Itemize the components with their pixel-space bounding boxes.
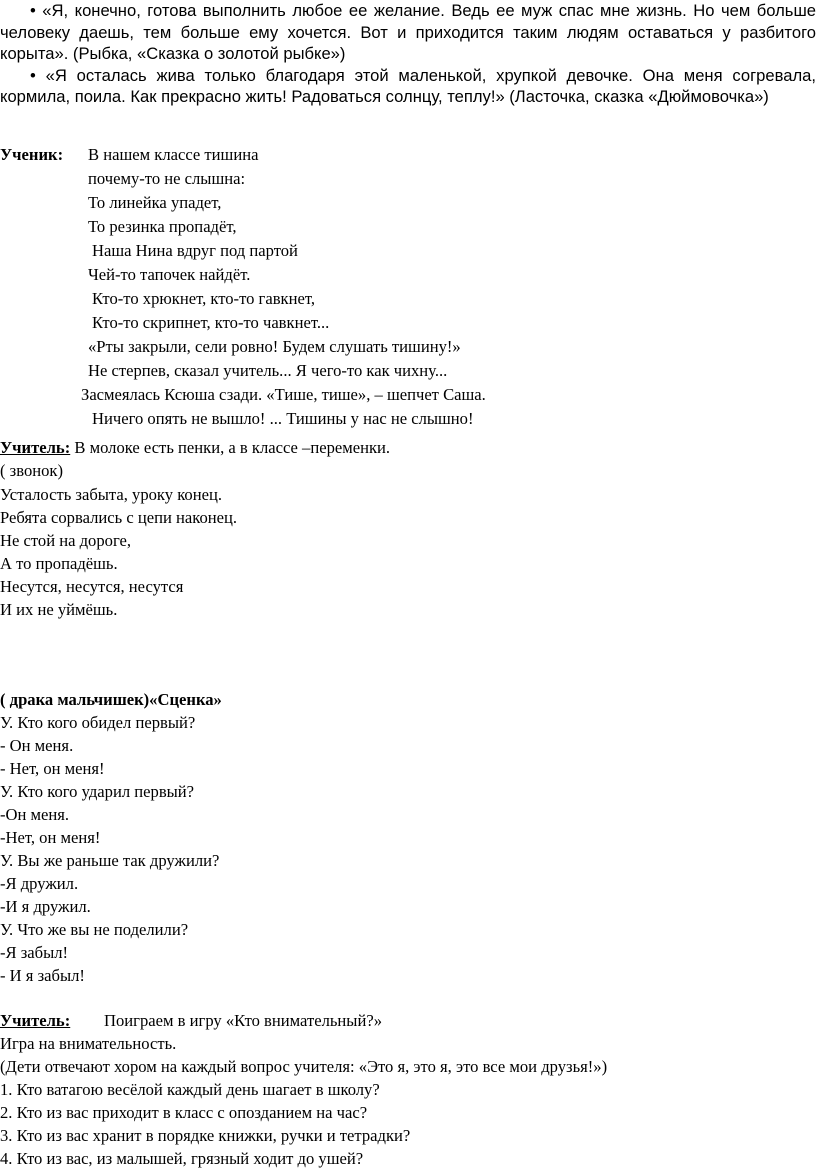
text-line: Ребята сорвались с цепи наконец. bbox=[0, 508, 238, 527]
poem-line: Чей-то тапочек найдёт. bbox=[88, 265, 251, 284]
text-line: Несутся, несутся, несутся bbox=[0, 577, 184, 596]
poem-line: Кто-то скрипнет, кто-то чавкнет... bbox=[92, 313, 330, 332]
dialogue-line: -Он меня. bbox=[0, 805, 70, 824]
poem-line: почему-то не слышна: bbox=[88, 169, 246, 188]
dialogue-line: -Я забыл! bbox=[0, 943, 69, 962]
game-intro-line: Поиграем в игру «Кто внимательный?» bbox=[104, 1011, 383, 1030]
dialogue-line: -И я дружил. bbox=[0, 897, 91, 916]
poem-line: То резинка пропадёт, bbox=[88, 217, 237, 236]
text-line: И их не уймёшь. bbox=[0, 600, 118, 619]
poem-line: Засмеялась Ксюша сзади. «Тише, тише», – шепчет Саша. bbox=[81, 385, 486, 404]
question-line: 2. Кто из вас приходит в класс с опозданием на час? bbox=[0, 1103, 368, 1122]
text-line: Не стой на дороге, bbox=[0, 531, 132, 550]
teacher-first-line: В молоке есть пенки, а в классе –переменки. bbox=[70, 438, 391, 457]
question-line: 4. Кто из вас, из малышей, грязный ходит до ушей? bbox=[0, 1149, 364, 1168]
dialogue-line: -Я дружил. bbox=[0, 874, 79, 893]
dialogue-line: - И я забыл! bbox=[0, 966, 85, 985]
poem-line: Не стерпев, сказал учитель... Я чего-то как чихну... bbox=[88, 361, 448, 380]
text-line: Усталость забыта, уроку конец. bbox=[0, 485, 222, 504]
dialogue-line: У. Вы же раньше так дружили? bbox=[0, 851, 220, 870]
pupil-label: Ученик: bbox=[0, 145, 64, 164]
teacher-label: Учитель: bbox=[0, 438, 71, 457]
text-line: Игра на внимательность. bbox=[0, 1034, 177, 1053]
poem-line: В нашем классе тишина bbox=[88, 145, 259, 164]
text-line: ( звонок) bbox=[0, 461, 64, 480]
dialogue-line: У. Кто кого ударил первый? bbox=[0, 782, 195, 801]
text-line: (Дети отвечают хором на каждый вопрос учителя: «Это я, это я, это все мои друзья!») bbox=[0, 1057, 608, 1076]
dialogue-line: У. Кто кого обидел первый? bbox=[0, 713, 196, 732]
quote-paragraph-swallow: • «Я осталась жива только благодаря этой маленькой, хрупкой девочке. Она меня согревала, кормила, поила. Как прекрасно жить! Радоваться солнцу, теплу!» (Ласточка, сказка «Дюймовочка») bbox=[0, 65, 816, 106]
poem-line: Наша Нина вдруг под партой bbox=[92, 241, 298, 260]
question-line: 1. Кто ватагою весёлой каждый день шагает в школу? bbox=[0, 1080, 380, 1099]
teacher-label: Учитель: bbox=[0, 1011, 71, 1030]
poem-line: Кто-то хрюкнет, кто-то гавкнет, bbox=[92, 289, 316, 308]
poem-line: То линейка упадет, bbox=[88, 193, 222, 212]
dialogue-line: - Он меня. bbox=[0, 736, 74, 755]
quote-paragraph-goldfish: • «Я, конечно, готова выполнить любое ее желание. Ведь ее муж спас мне жизнь. Но чем больше человеку даешь, тем больше ему хочется. Вот и приходится таким людям оставаться у разбитого корыта». (Рыбка, «Сказка о золотой рыбке») bbox=[0, 1, 816, 63]
dialogue-line: - Нет, он меня! bbox=[0, 759, 105, 778]
question-line: 3. Кто из вас хранит в порядке книжки, ручки и тетрадки? bbox=[0, 1126, 411, 1145]
dialogue-line: -Нет, он меня! bbox=[0, 828, 101, 847]
poem-line: «Рты закрыли, сели ровно! Будем слушать тишину!» bbox=[88, 337, 461, 356]
text-line: А то пропадёшь. bbox=[0, 554, 118, 573]
poem-line: Ничего опять не вышло! ... Тишины у нас не слышно! bbox=[92, 409, 474, 428]
teacher-line bbox=[0, 438, 390, 458]
intro-quotes bbox=[0, 0, 816, 108]
dialogue-line: У. Что же вы не поделили? bbox=[0, 920, 189, 939]
scene-title: ( драка мальчишек)«Сценка» bbox=[0, 690, 222, 709]
